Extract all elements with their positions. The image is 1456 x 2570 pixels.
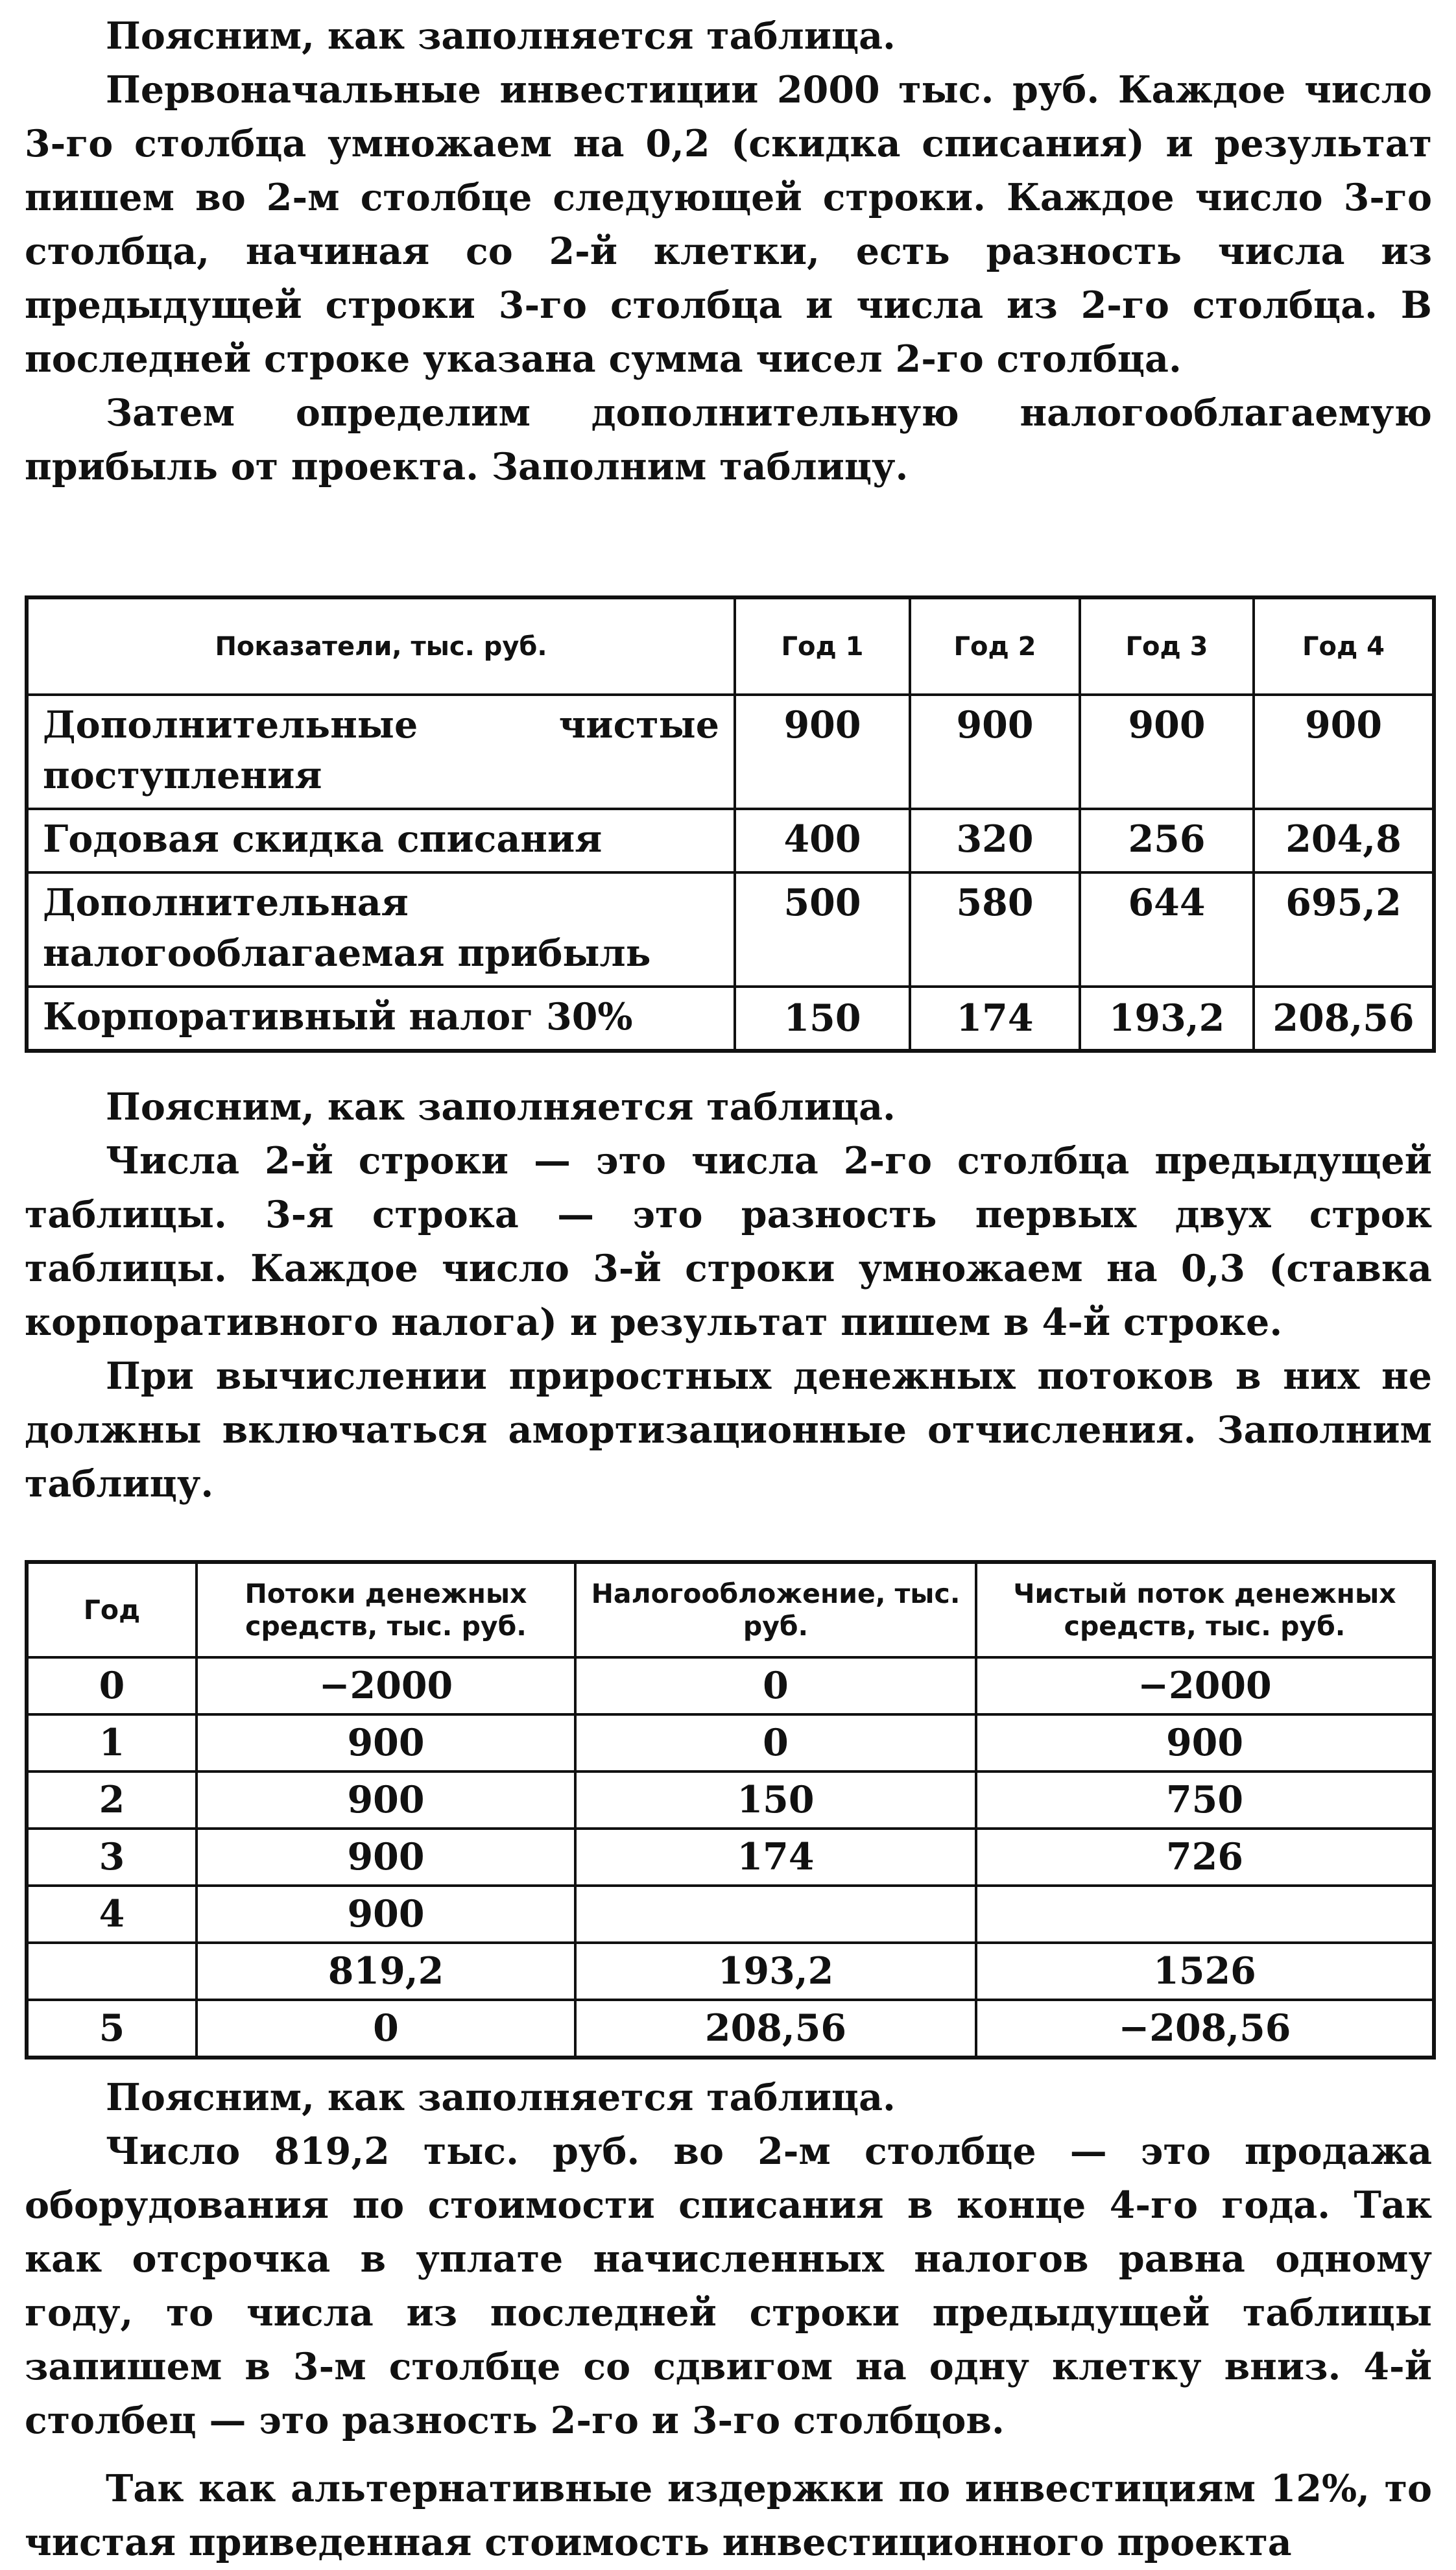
table-cell: 150 bbox=[575, 1771, 976, 1829]
table-row bbox=[27, 695, 1434, 809]
table-cell: 1526 bbox=[976, 1943, 1434, 2000]
row-label: Дополнительные чистые поступления bbox=[27, 695, 735, 809]
table-cell: 900 bbox=[1254, 695, 1434, 809]
table-row bbox=[27, 2000, 1434, 2058]
table-cell: 150 bbox=[735, 987, 910, 1051]
table-cell: 193,2 bbox=[1080, 987, 1254, 1051]
table-cell: 208,56 bbox=[575, 2000, 976, 2058]
table-cell bbox=[976, 1886, 1434, 1943]
cash-flow-table bbox=[25, 1560, 1436, 2060]
page bbox=[25, 0, 1432, 2564]
table-cell: 819,2 bbox=[197, 1943, 575, 2000]
year-cell bbox=[27, 1943, 197, 2000]
table-cell: 500 bbox=[735, 872, 910, 987]
paragraph: Поясним, как заполняется таблица. bbox=[106, 1085, 896, 1129]
table-row bbox=[27, 1714, 1434, 1771]
column-header: Год 3 bbox=[1080, 597, 1254, 695]
column-header: Потоки денежных средств, тыс. руб. bbox=[197, 1562, 575, 1657]
table-cell: 0 bbox=[197, 2000, 575, 2058]
table-row bbox=[27, 1886, 1434, 1943]
table-cell: 580 bbox=[910, 872, 1080, 987]
year-cell: 4 bbox=[27, 1886, 197, 1943]
table-row bbox=[27, 1657, 1434, 1714]
table-cell: 900 bbox=[976, 1714, 1434, 1771]
table-row bbox=[27, 872, 1434, 987]
table-cell: 0 bbox=[575, 1657, 976, 1714]
tax-table bbox=[25, 595, 1436, 1053]
cash-flow-rows bbox=[27, 1657, 1434, 2058]
row-label: Годовая скидка списания bbox=[27, 809, 735, 872]
table-cell bbox=[575, 1886, 976, 1943]
paragraph: Первоначальные инвестиции 2000 тыс. руб. Каждое число 3-го столбца умножаем на 0,2 (скидка списания) и результат пишем во 2-м столбце следующей строки. Каждое число 3-го столбца, начиная со 2-й клетки, есть разность числа из предыдущей строки 3-го столбца и числа из 2-го столбца. В последней строке указана сумма чисел 2-го столбца. bbox=[25, 68, 1432, 381]
column-header: Год 1 bbox=[735, 597, 910, 695]
year-cell: 1 bbox=[27, 1714, 197, 1771]
table-row bbox=[27, 1771, 1434, 1829]
table-cell: 644 bbox=[1080, 872, 1254, 987]
year-cell: 2 bbox=[27, 1771, 197, 1829]
column-header: Год bbox=[27, 1562, 197, 1657]
table-row bbox=[27, 987, 1434, 1051]
table-cell: 193,2 bbox=[575, 1943, 976, 2000]
column-header: Показатели, тыс. руб. bbox=[27, 597, 735, 695]
table-cell: 726 bbox=[976, 1829, 1434, 1886]
middle-text bbox=[25, 1080, 1432, 1511]
table-cell: 320 bbox=[910, 809, 1080, 872]
table-cell: 900 bbox=[197, 1829, 575, 1886]
table-cell: 900 bbox=[197, 1886, 575, 1943]
paragraph: Числа 2-й строки — это числа 2-го столбца предыдущей таблицы. 3-я строка — это разность первых двух строк таблицы. Каждое число 3-й строки умножаем на 0,3 (ставка корпоративного налога) и результат пишем в 4-й строке. bbox=[25, 1139, 1432, 1344]
table-cell: 750 bbox=[976, 1771, 1434, 1829]
intro-text bbox=[25, 9, 1432, 494]
table-cell: 400 bbox=[735, 809, 910, 872]
paragraph: Поясним, как заполняется таблица. bbox=[106, 14, 896, 58]
table-row bbox=[27, 809, 1434, 872]
table-header-row bbox=[27, 1562, 1434, 1657]
table-cell: 900 bbox=[1080, 695, 1254, 809]
row-label: Дополнительная налогооблагаемая прибыль bbox=[27, 872, 735, 987]
row-label: Корпоративный налог 30% bbox=[27, 987, 735, 1051]
column-header: Год 2 bbox=[910, 597, 1080, 695]
table-cell: 695,2 bbox=[1254, 872, 1434, 987]
paragraph: Так как альтернативные издержки по инвестициям 12%, то чистая приведенная стоимость инвестиционного проекта bbox=[25, 2467, 1432, 2564]
table-cell: −208,56 bbox=[976, 2000, 1434, 2058]
table-cell: 900 bbox=[910, 695, 1080, 809]
table-cell: −2000 bbox=[976, 1657, 1434, 1714]
paragraph: Поясним, как заполняется таблица. bbox=[106, 2076, 896, 2119]
table-row bbox=[27, 1829, 1434, 1886]
outro-text bbox=[25, 2071, 1432, 2569]
table-cell: 174 bbox=[910, 987, 1080, 1051]
table-row bbox=[27, 1943, 1434, 2000]
paragraph: Затем определим дополнительную налогооблагаемую прибыль от проекта. Заполним таблицу. bbox=[25, 391, 1432, 488]
paragraph: Число 819,2 тыс. руб. во 2-м столбце — это продажа оборудования по стоимости списания в конце 4-го года. Так как отсрочка в уплате начисленных налогов равна одному году, то числа из последней строки предыдущей таблицы запишем в 3-м столбце со сдвигом на одну клетку вниз. 4-й столбец — это разность 2-го и 3-го столбцов. bbox=[25, 2130, 1432, 2442]
table-cell: 204,8 bbox=[1254, 809, 1434, 872]
paragraph: При вычислении приростных денежных потоков в них не должны включаться амортизационные отчисления. Заполним таблицу. bbox=[25, 1354, 1432, 1506]
column-header: Год 4 bbox=[1254, 597, 1434, 695]
table-header-row bbox=[27, 597, 1434, 695]
table-cell: 900 bbox=[197, 1714, 575, 1771]
year-cell: 5 bbox=[27, 2000, 197, 2058]
table-cell: 256 bbox=[1080, 809, 1254, 872]
column-header: Налогообложение, тыс. руб. bbox=[575, 1562, 976, 1657]
table-cell: 208,56 bbox=[1254, 987, 1434, 1051]
column-header: Чистый поток денежных средств, тыс. руб. bbox=[976, 1562, 1434, 1657]
table-cell: −2000 bbox=[197, 1657, 575, 1714]
table-cell: 900 bbox=[197, 1771, 575, 1829]
table-cell: 174 bbox=[575, 1829, 976, 1886]
table-cell: 0 bbox=[575, 1714, 976, 1771]
year-cell: 0 bbox=[27, 1657, 197, 1714]
table-cell: 900 bbox=[735, 695, 910, 809]
year-cell: 3 bbox=[27, 1829, 197, 1886]
